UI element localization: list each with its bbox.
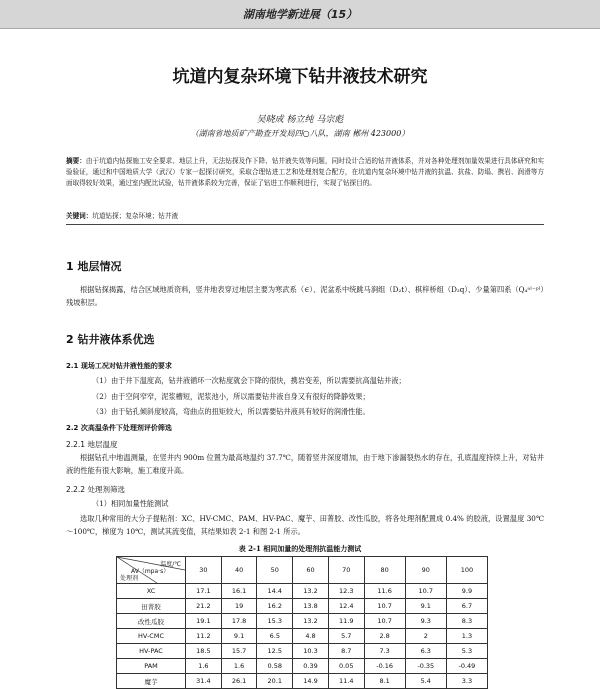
keywords bbox=[66, 210, 544, 220]
table-cell: 1.6 bbox=[186, 659, 222, 674]
table-cell: 1.3 bbox=[446, 629, 487, 644]
table-cell: 17.1 bbox=[186, 584, 222, 599]
table-row bbox=[117, 584, 488, 599]
row-label: PAM bbox=[117, 659, 186, 674]
column-header: 90 bbox=[405, 557, 446, 584]
table-cell: 6.5 bbox=[257, 629, 293, 644]
column-header: 30 bbox=[186, 557, 222, 584]
abstract bbox=[66, 156, 544, 189]
table-cell: 13.2 bbox=[293, 584, 329, 599]
table-cell: 11.4 bbox=[328, 674, 364, 689]
table-cell: 14.9 bbox=[293, 674, 329, 689]
article-title: 坑道内复杂环境下钻井液技术研究 bbox=[172, 67, 428, 87]
table-cell: -0.16 bbox=[364, 659, 405, 674]
subsection-heading-2-1: 2.1 现场工况对钻井液性能的要求 bbox=[66, 362, 172, 370]
table-cell: 9.1 bbox=[405, 599, 446, 614]
corner-label-temperature: 温度/℃ bbox=[160, 561, 181, 568]
table-cell: 26.1 bbox=[221, 674, 257, 689]
subsection-heading-2-2-1: 2.2.1 地层温度 bbox=[66, 440, 118, 449]
column-header: 50 bbox=[257, 557, 293, 584]
table-cell: 10.3 bbox=[293, 644, 329, 659]
table-cell: 12.4 bbox=[328, 599, 364, 614]
table-cell: 3.3 bbox=[446, 674, 487, 689]
table-cell: 19 bbox=[221, 599, 257, 614]
requirement-item-2: （2）由于空间窄窄，泥浆槽短，泥浆池小，所以需要钻井液自身又有很好的降静效果； bbox=[92, 392, 370, 401]
row-label: 田菁胶 bbox=[117, 599, 186, 614]
corner-label-av: AV（mpa·s） bbox=[131, 568, 170, 575]
table-cell: 12.5 bbox=[257, 644, 293, 659]
row-label: HV-CMC bbox=[117, 629, 186, 644]
subsection-heading-2-2-2: 2.2.2 处理剂筛选 bbox=[66, 485, 125, 494]
journal-title: 湖南地学新进展（15） bbox=[242, 8, 358, 21]
table-cell: 8.1 bbox=[364, 674, 405, 689]
table-cell: 18.5 bbox=[186, 644, 222, 659]
column-header: 80 bbox=[364, 557, 405, 584]
table-body bbox=[117, 584, 488, 689]
table-cell: 11.9 bbox=[328, 614, 364, 629]
corner-label-agent: 处理剂 bbox=[120, 575, 139, 582]
table-cell: 9.9 bbox=[446, 584, 487, 599]
table-cell: 6.7 bbox=[446, 599, 487, 614]
table-cell: 15.3 bbox=[257, 614, 293, 629]
table-cell: 11.2 bbox=[186, 629, 222, 644]
row-label: XC bbox=[117, 584, 186, 599]
table-header-row bbox=[117, 557, 488, 584]
test-item-1: （1）相同加量性能测试 bbox=[92, 499, 169, 508]
table-cell: 0.58 bbox=[257, 659, 293, 674]
table-row bbox=[117, 644, 488, 659]
table-cell: 17.8 bbox=[221, 614, 257, 629]
table-cell: 13.8 bbox=[293, 599, 329, 614]
column-header: 40 bbox=[221, 557, 257, 584]
table-cell: 9.1 bbox=[221, 629, 257, 644]
table-cell: 10.7 bbox=[364, 599, 405, 614]
table-row bbox=[117, 629, 488, 644]
row-label: 魔芋 bbox=[117, 674, 186, 689]
table-cell: 7.3 bbox=[364, 644, 405, 659]
requirement-item-1: （1）由于井下温度高，钻井液循环一次粘度就会下降的很快，携岩变差，所以需要抗高温钻井液； bbox=[92, 376, 406, 385]
row-label: 改性瓜胶 bbox=[117, 614, 186, 629]
table-cell: 16.1 bbox=[221, 584, 257, 599]
abstract-divider bbox=[66, 224, 544, 225]
table-cell: 8.3 bbox=[446, 614, 487, 629]
table-row bbox=[117, 674, 488, 689]
table-cell: 10.7 bbox=[405, 584, 446, 599]
table-cell: 21.2 bbox=[186, 599, 222, 614]
column-header: 100 bbox=[446, 557, 487, 584]
table-cell: 8.7 bbox=[328, 644, 364, 659]
column-header: 70 bbox=[328, 557, 364, 584]
abstract-label: 摘要： bbox=[66, 157, 86, 165]
table-cell: 13.2 bbox=[293, 614, 329, 629]
table-corner-cell bbox=[117, 557, 186, 584]
table-cell: 6.3 bbox=[405, 644, 446, 659]
table-row bbox=[117, 659, 488, 674]
table-cell: 15.7 bbox=[221, 644, 257, 659]
table-cell: 9.3 bbox=[405, 614, 446, 629]
agent-selection-text: 选取几种常用的大分子提粘剂：XC、HV-CMC、PAM、HV-PAC、魔芋、田菁胶、改性瓜胶，将各处理剂配置成 0.4% 的胶液，设置温度 30℃～100℃，梯度为 10℃，测试其流变值，其结果如表 2-1 和图 2-1 所示。 bbox=[66, 514, 544, 536]
table-cell: 0.39 bbox=[293, 659, 329, 674]
table-cell: 2 bbox=[405, 629, 446, 644]
table-cell: 19.1 bbox=[186, 614, 222, 629]
section-heading-2: 2 钻井液体系优选 bbox=[66, 333, 155, 346]
table-cell: 5.3 bbox=[446, 644, 487, 659]
table-cell: -0.35 bbox=[405, 659, 446, 674]
table-cell: 20.1 bbox=[257, 674, 293, 689]
table-cell: 11.6 bbox=[364, 584, 405, 599]
table-caption: 表 2-1 相同加量的处理剂抗温能力测试 bbox=[238, 544, 362, 553]
table-cell: 2.8 bbox=[364, 629, 405, 644]
ground-temperature-text: 根据钻孔中地温测量，在竖井内 900m 位置为最高地温约 37.7℃，随着竖井深度增加，由于地下渗漏裂热水的存在，孔底温度持续上升，对钻井液的性能有很大影响，施工难度升高。 bbox=[66, 453, 544, 475]
section-1-text: 根据钻探揭露，结合区域地质资料，竖井地表穿过地层主要为寒武系（∈）、泥盆系中统跳马涧组（D₂t）、棋梓桥组（D₂q）、少量第四系（Q₄ᵃˡ⁻ᵖˡ）残坡积层。 bbox=[66, 285, 544, 307]
table-cell: 0.05 bbox=[328, 659, 364, 674]
table-cell: 5.7 bbox=[328, 629, 364, 644]
section-heading-1: 1 地层情况 bbox=[66, 260, 122, 273]
table-cell: -0.49 bbox=[446, 659, 487, 674]
article-authors: 吴晓成 杨立纯 马宗彪 bbox=[256, 115, 344, 125]
table-cell: 16.2 bbox=[257, 599, 293, 614]
table-cell: 31.4 bbox=[186, 674, 222, 689]
table-cell: 12.3 bbox=[328, 584, 364, 599]
abstract-text: 由于坑道内钻探施工安全要求、地层上升，无法钻探及作下降、钻井液失效等问题，同时设计合适的钻井液体系，并对各种处理剂加量效果进行具体研究和实验验证，通过和中国地质大学（武汉）专家一起探讨研究，采取合理钻进工艺和处理剂复合配方，在坑道内复杂环境中钻井液的抗温、抗盐、防塌、携岩、润滑等方面取得较好效果，通过室内配比试验，钻井液体系较为完善，保证了钻进工作顺利进行，实现了钻探目的。 bbox=[66, 157, 545, 187]
row-label: HV-PAC bbox=[117, 644, 186, 659]
table-cell: 5.4 bbox=[405, 674, 446, 689]
keywords-text: 坑道钻探；复杂环境；钻井液 bbox=[92, 212, 179, 220]
table-cell: 4.8 bbox=[293, 629, 329, 644]
keywords-label: 关键词： bbox=[66, 212, 93, 220]
table-row bbox=[117, 599, 488, 614]
column-header: 60 bbox=[293, 557, 329, 584]
table-row bbox=[117, 614, 488, 629]
requirement-item-3: （3）由于钻孔倾斜度较高，弯曲点的扭矩较大，所以需要钻井液具有较好的润滑性能。 bbox=[92, 407, 370, 416]
temperature-resistance-table bbox=[116, 556, 488, 689]
table-cell: 10.7 bbox=[364, 614, 405, 629]
table-cell: 1.6 bbox=[221, 659, 257, 674]
article-affiliation: （湖南省地质矿产勘查开发局四○八队，湖南 郴州 423000） bbox=[190, 129, 410, 138]
subsection-heading-2-2: 2.2 次高温条件下处理剂评价筛选 bbox=[66, 424, 172, 432]
table-cell: 14.4 bbox=[257, 584, 293, 599]
